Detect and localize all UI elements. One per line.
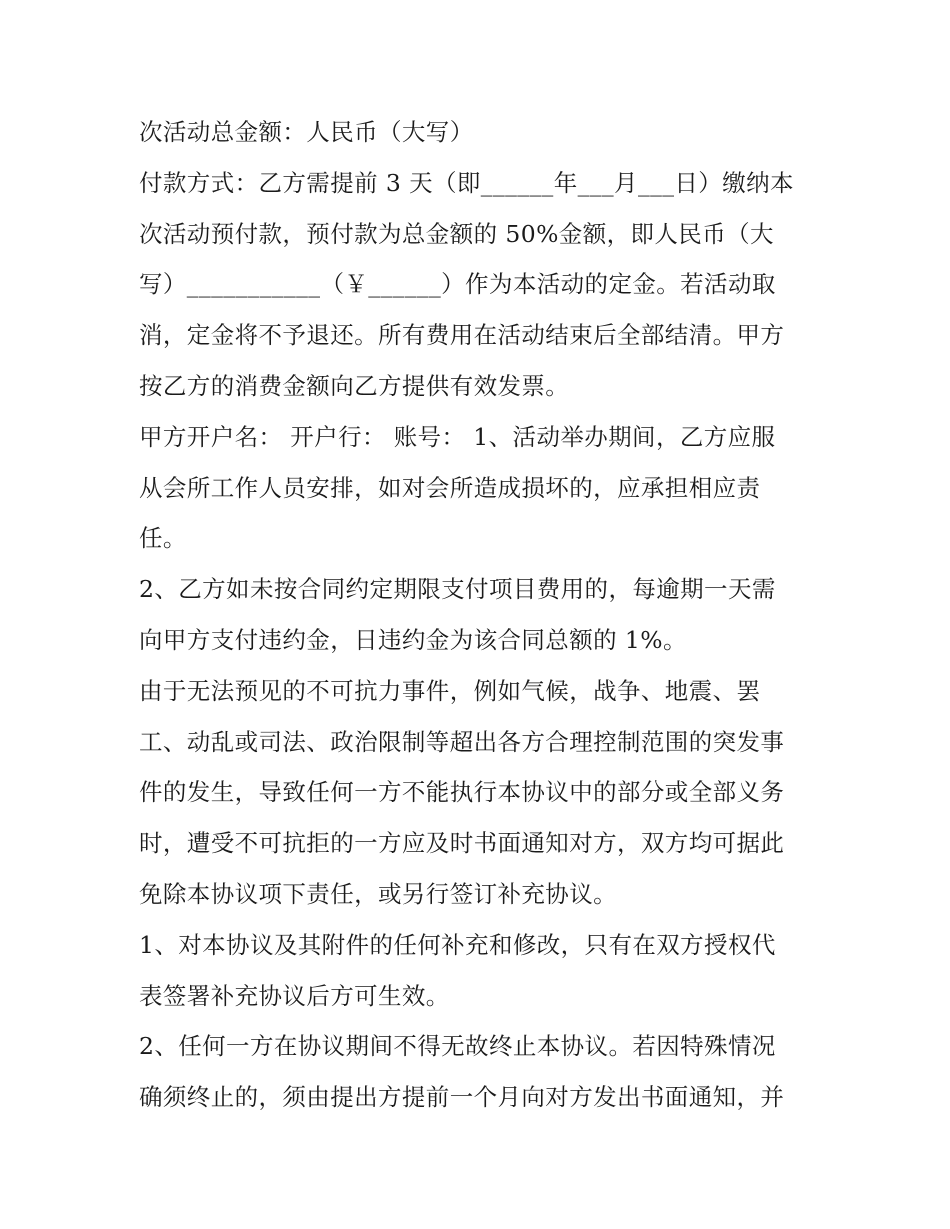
text-line: 次活动预付款，预付款为总金额的 50%金额，即人民币（大 <box>139 219 774 248</box>
text-line: 次活动总金额：人民币（大写） <box>139 118 474 146</box>
text-line: 免除本协议项下责任，或另行签订补充协议。 <box>139 879 617 908</box>
document-body <box>139 107 819 1123</box>
text-line: 1、对本协议及其附件的任何补充和修改，只有在双方授权代 <box>139 930 776 959</box>
text-line: 付款方式：乙方需提前 3 天（即______年___月___日）缴纳本 <box>139 168 794 197</box>
text-line: 从会所工作人员安排，如对会所造成损坏的，应承担相应责 <box>139 473 761 502</box>
text-line: 时，遭受不可抗拒的一方应及时书面通知对方，双方均可据此 <box>139 829 785 858</box>
text-line: 确须终止的，须由提出方提前一个月向对方发出书面通知，并 <box>139 1083 785 1112</box>
text-line: 按乙方的消费金额向乙方提供有效发票。 <box>139 371 570 400</box>
text-line: 任。 <box>139 524 187 553</box>
text-line: 表签署补充协议后方可生效。 <box>139 981 450 1010</box>
text-line: 写）___________（￥______）作为本活动的定金。若活动取 <box>139 270 776 299</box>
text-line: 工、动乱或司法、政治限制等超出各方合理控制范围的突发事 <box>139 727 785 756</box>
text-line: 2、乙方如未按合同约定期限支付项目费用的，每逾期一天需 <box>139 575 776 604</box>
text-line: 由于无法预见的不可抗力事件，例如气候，战争、地震、罢 <box>139 676 761 705</box>
text-line: 2、任何一方在协议期间不得无故终止本协议。若因特殊情况 <box>139 1032 776 1061</box>
text-line: 甲方开户名： 开户行： 账号： 1、活动举办期间，乙方应服 <box>139 422 776 451</box>
text-line: 向甲方支付违约金，日违约金为该合同总额的 1%。 <box>139 625 687 654</box>
text-line: 消，定金将不予退还。所有费用在活动结束后全部结清。甲方 <box>139 321 785 350</box>
text-line: 件的发生，导致任何一方不能执行本协议中的部分或全部义务 <box>139 778 785 807</box>
